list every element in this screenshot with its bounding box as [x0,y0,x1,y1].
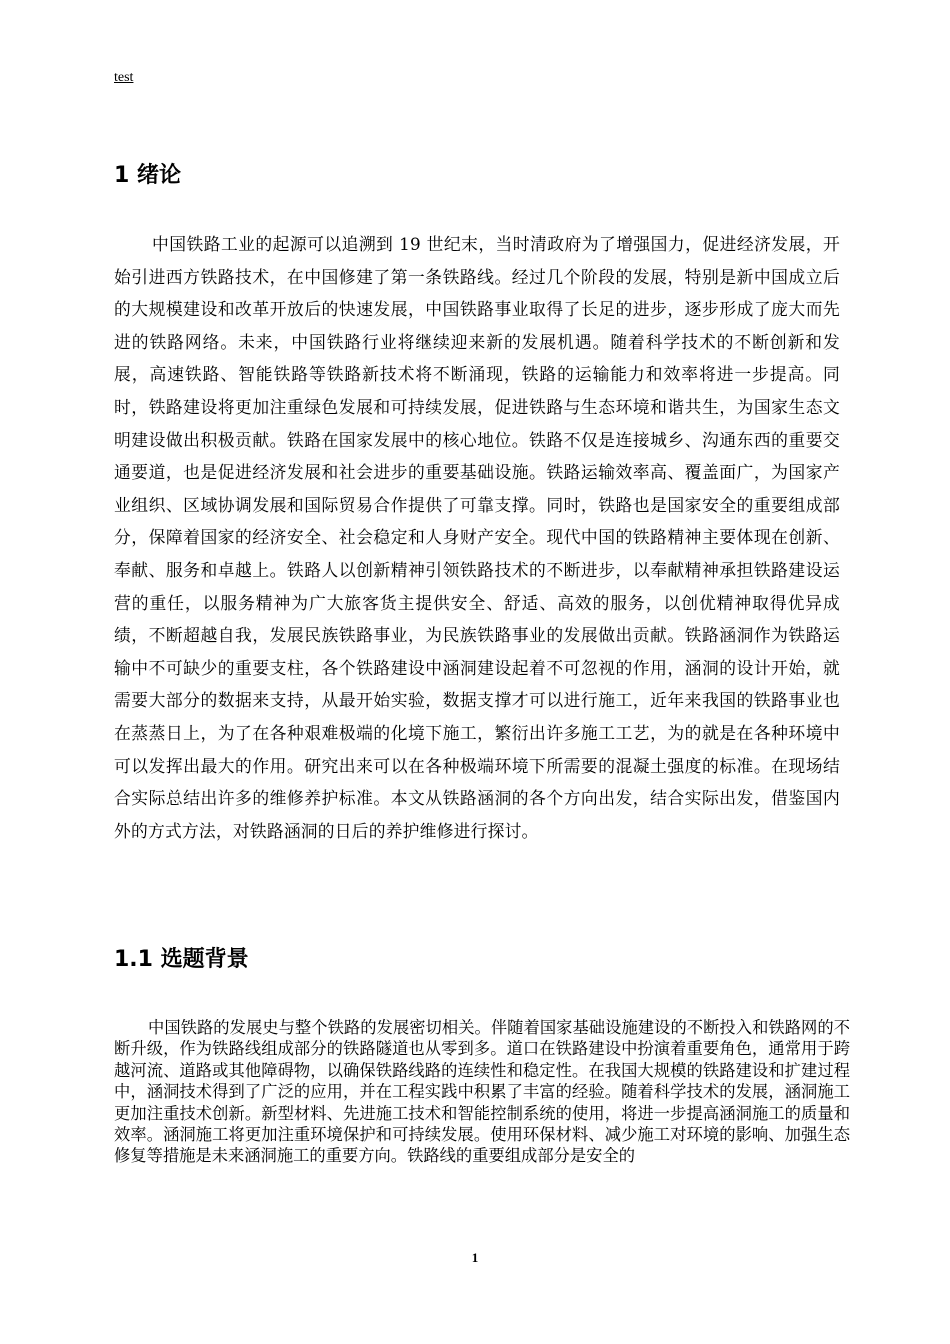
section-1-paragraph: 中国铁路工业的起源可以追溯到 19 世纪末，当时清政府为了增强国力，促进经济发展，开始引进西方铁路技术，在中国修建了第一条铁路线。经过几个阶段的发展，特别是新中国成立后的大规模建设和改革开放后的快速发展，中国铁路事业取得了长足的进步，逐步形成了庞大而先进的铁路网络。未来，中国铁路行业将继续迎来新的发展机遇。随着科学技术的不断创新和发展，高速铁路、智能铁路等铁路新技术将不断涌现，铁路的运输能力和效率将进一步提高。同时，铁路建设将更加注重绿色发展和可持续发展，促进铁路与生态环境和谐共生，为国家生态文明建设做出积极贡献。铁路在国家发展中的核心地位。铁路不仅是连接城乡、沟通东西的重要交通要道，也是促进经济发展和社会进步的重要基础设施。铁路运输效率高、覆盖面广，为国家产业组织、区域协调发展和国际贸易合作提供了可靠支撑。同时，铁路也是国家安全的重要组成部分，保障着国家的经济安全、社会稳定和人身财产安全。现代中国的铁路精神主要体现在创新、奉献、服务和卓越上。铁路人以创新精神引领铁路技术的不断进步，以奉献精神承担铁路建设运营的重任，以服务精神为广大旅客货主提供安全、舒适、高效的服务，以创优精神取得优异成绩，不断超越自我，发展民族铁路事业，为民族铁路事业的发展做出贡献。铁路涵洞作为铁路运输中不可缺少的重要支柱，各个铁路建设中涵洞建设起着不可忽视的作用，涵洞的设计开始，就需要大部分的数据来支持，从最开始实验，数据支撑才可以进行施工，近年来我国的铁路事业也在蒸蒸日上，为了在各种艰难极端的化境下施工，繁衍出许多施工工艺，为的就是在各种环境中可以发挥出最大的作用。研究出来可以在各种极端环境下所需要的混凝土强度的标准。在现场结合实际总结出许多的维修养护标准。本文从铁路涵洞的各个方向出发，结合实际出发，借鉴国内外的方式方法，对铁路涵洞的日后的养护维修进行探讨。 [114,234,840,841]
section-heading-1-1: 1.1 选题背景 [114,947,249,972]
page-number: 1 [471,1250,479,1265]
section-1-1-paragraph: 中国铁路的发展史与整个铁路的发展密切相关。伴随着国家基础设施建设的不断投入和铁路网的不断升级，作为铁路线组成部分的铁路隧道也从零到多。道口在铁路建设中扮演着重要角色，通常用于跨越河流、道路或其他障碍物，以确保铁路线路的连续性和稳定性。在我国大规模的铁路建设和扩建过程中，涵洞技术得到了广泛的应用，并在工程实践中积累了丰富的经验。随着科学技术的发展，涵洞施工更加注重技术创新。新型材料、先进施工技术和智能控制系统的使用，将进一步提高涵洞施工的质量和效率。涵洞施工将更加注重环境保护和可持续发展。使用环保材料、减少施工对环境的影响、加强生态修复等措施是未来涵洞施工的重要方向。铁路线的重要组成部分是安全的 [114,1018,850,1166]
header-text: test [114,70,134,85]
section-heading-1: 1 绪论 [114,163,181,188]
